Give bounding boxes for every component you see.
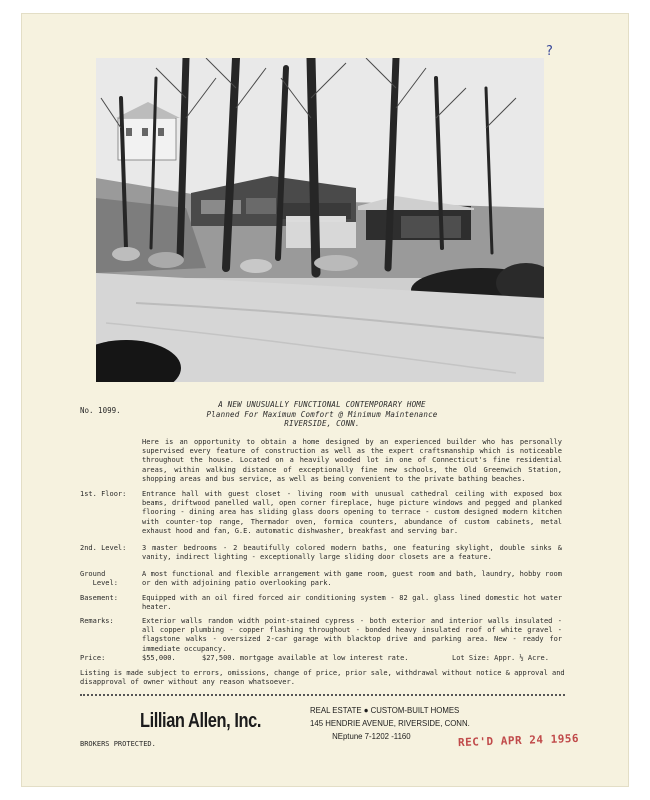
section-text: Equipped with an oil fired forced air conditioning system - 82 gal. glass lined domestic hot water heater. — [142, 594, 562, 612]
headline-line-2: Planned For Maximum Comfort @ Minimum Maintenance — [206, 409, 438, 419]
company-name: Lillian Allen, Inc. — [140, 710, 262, 732]
section-label: 2nd. Level: — [80, 544, 127, 552]
listing-number: No. 1099. — [80, 406, 121, 415]
headline-line-3: RIVERSIDE, CONN. — [284, 419, 360, 428]
mortgage-text: $27,500. mortgage available at low interest rate. — [202, 654, 409, 662]
listing-sheet — [22, 14, 628, 786]
company-services: REAL ESTATE ● CUSTOM-BUILT HOMES — [310, 705, 460, 715]
house-photo — [96, 58, 544, 382]
company-address: 145 HENDRIE AVENUE, RIVERSIDE, CONN. — [310, 718, 470, 728]
section-label: Remarks: — [80, 617, 114, 625]
section-text: 3 master bedrooms - 2 beautifully colored modern baths, one featuring skylight, double sinks & vanity, indirect lighting - exceptionally large sliding door closets are a feature. — [142, 544, 562, 562]
intro-paragraph: Here is an opportunity to obtain a home designed by an experienced builder who has personally supervised every feature of construction as well as the expert craftsmanship which is noticeable throughout the house. Located on a heavily wooded lot in one of Connecticut's fine residential areas, within walking distance of exceptionally fine new schools, the Old Greenwich Station, shopping areas and bus service, as well as being convenient to the private bathing beaches. — [142, 438, 562, 483]
dotted-divider — [80, 694, 565, 696]
section-text: Exterior walls random width point-stained cypress - both exterior and interior walls insulated - all copper plumbing - copper flashing throughout - bonded heavy insulated roof of white gravel - flagstone walks - oversized 2-car garage with blacktop drive and parking area. New - ready for immediate occupancy. — [142, 617, 562, 653]
section-text: Entrance hall with guest closet - living room with unusual cathedral ceiling with exposed box beams, driftwood panelled wall, open corner fireplace, huge picture windows and pegged and planked flooring - dining area has sliding glass doors opening to terrace - custom designed modern kitchen with counter-top range, Thermador oven, formica counters, abundance of custom cabinets, metal exhaust hood and fan, G.E. automatic dishwasher, breakfast and serving bar. — [142, 490, 562, 535]
company-phone: NEptune 7-1202 -1160 — [332, 731, 411, 741]
price-label: Price: — [80, 654, 106, 662]
brokers-note: BROKERS PROTECTED. — [80, 740, 156, 748]
section-label: Ground Level: — [80, 570, 118, 588]
section-label: Basement: — [80, 594, 118, 602]
price-amount: $55,000. — [142, 654, 176, 662]
handwritten-mark: ? — [546, 44, 553, 59]
section-label: 1st. Floor: — [80, 490, 127, 498]
headline-line-1: A NEW UNUSUALLY FUNCTIONAL CONTEMPORARY HOME — [218, 400, 426, 409]
listing-headline — [142, 400, 502, 429]
section-text: A most functional and flexible arrangement with game room, guest room and bath, laundry, hobby room or den with adjoining patio overlooking park. — [142, 570, 562, 588]
disclaimer: Listing is made subject to errors, omissions, change of price, prior sale, withdrawal without notice & approval and disapproval of owner without any reason whatsoever. — [80, 669, 565, 687]
lot-size: Lot Size: Appr. ½ Acre. — [452, 654, 549, 662]
received-stamp: REC'D APR 24 1956 — [457, 731, 580, 750]
